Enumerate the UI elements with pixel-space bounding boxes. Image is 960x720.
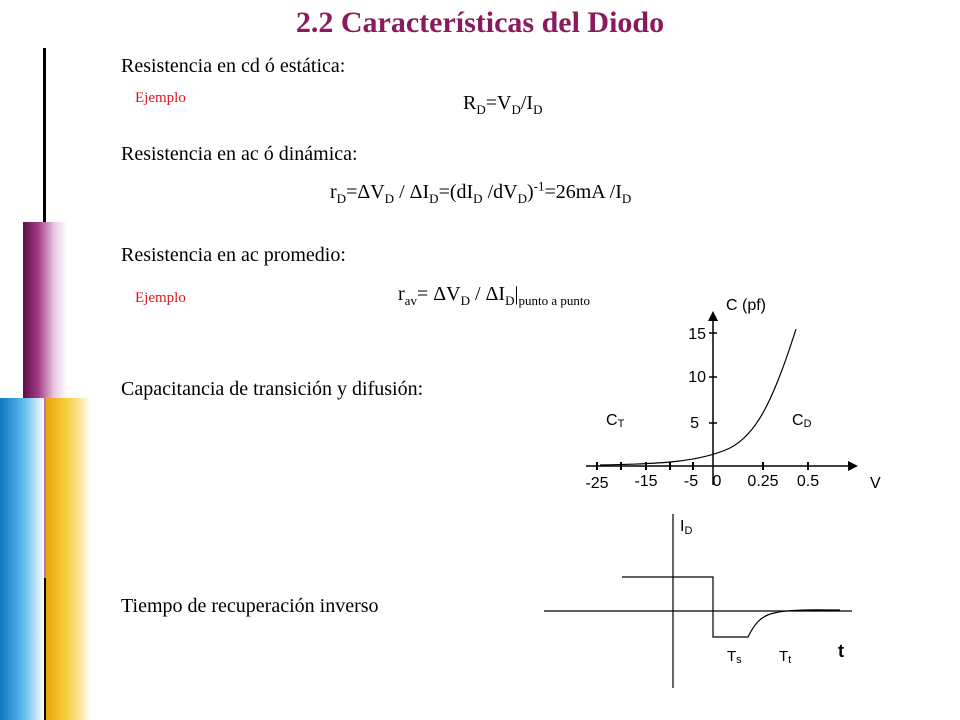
rec-ts-label: Ts <box>727 648 742 666</box>
cap-x-tick-label: -15 <box>634 473 658 490</box>
rec-current-waveform <box>622 577 840 637</box>
cap-x-tick-label: 0.25 <box>747 473 779 490</box>
cap-y-tick-label: 5 <box>690 415 699 432</box>
dynamic-resistance-formula: $r_D=\Delta V_D / \Delta I_D=(dI_D$ $/dV_D)^{-1}=26mA$ $/I_D$ <box>330 178 632 206</box>
cap-y-tick-label: 10 <box>688 369 706 386</box>
cap-x-tick-label: -5 <box>683 473 699 490</box>
cap-x-title: V <box>870 475 881 492</box>
decor-blue-bar <box>0 398 44 720</box>
static-resistance-formula: $R_D=V_D/I_D$ <box>463 92 543 117</box>
cap-x-tick-label: 0 <box>712 473 722 490</box>
decor-yellow-bar <box>46 398 90 720</box>
rec-tt-label: Tt <box>779 648 792 666</box>
average-resistance-formula: $r_{av}= \Delta V_D / \Delta I_D|_{punto a punto}$ <box>398 283 590 308</box>
recovery-time-label: Tiempo de recuperación inverso <box>121 595 379 617</box>
example-link-1[interactable]: Ejemplo <box>135 90 186 106</box>
cap-x-tick-label: -25 <box>585 475 609 492</box>
cap-region-cd: CD <box>792 412 812 430</box>
static-resistance-label: Resistencia en cd ó estática: <box>121 55 346 77</box>
dynamic-resistance-label: Resistencia en ac ó dinámica: <box>121 143 358 165</box>
average-resistance-label: Resistencia en ac promedio: <box>121 244 346 266</box>
cap-x-tick-label: 0.5 <box>796 473 820 490</box>
rec-y-title: ID <box>680 518 693 537</box>
cap-region-ct: CT <box>606 412 625 430</box>
slide-title: 2.2 Características del Diodo <box>295 6 665 39</box>
rec-t-label: t <box>838 641 844 661</box>
cap-y-tick-label: 15 <box>688 326 706 343</box>
cap-y-title: C (pf) <box>726 297 766 314</box>
recovery-chart <box>540 510 870 690</box>
capacitance-label: Capacitancia de transición y difusión: <box>121 378 424 400</box>
capacitance-chart <box>560 285 890 510</box>
example-link-2[interactable]: Ejemplo <box>135 290 186 306</box>
cap-curve <box>600 329 796 465</box>
